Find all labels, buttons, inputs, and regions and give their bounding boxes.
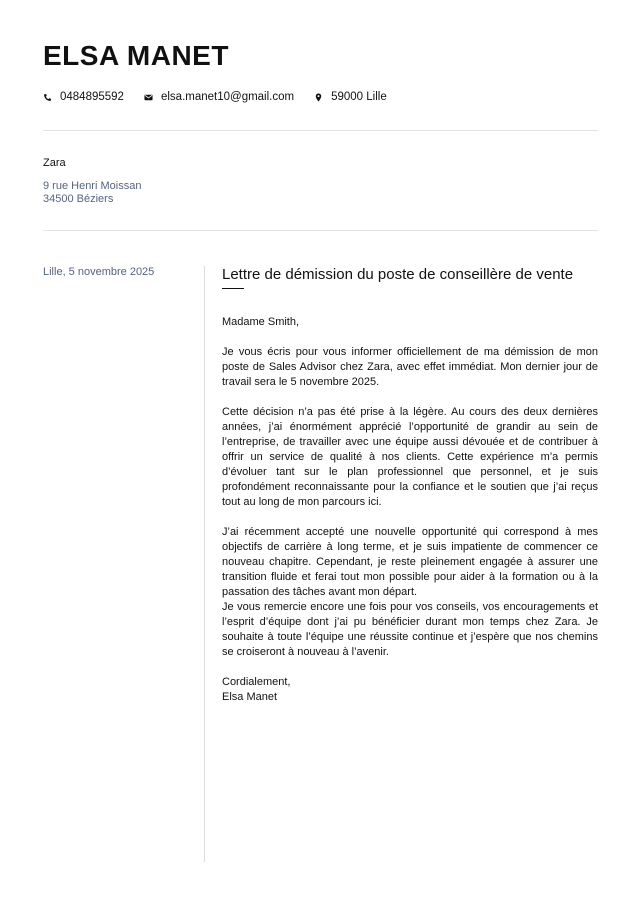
salutation: Madame Smith, xyxy=(222,316,300,328)
recipient-company: Zara xyxy=(43,157,66,169)
letter-date: Lille, 5 novembre 2025 xyxy=(43,266,155,278)
letter-content xyxy=(222,265,598,705)
mail-icon xyxy=(144,93,153,102)
phone-number: 0484895592 xyxy=(60,91,124,103)
phone-icon xyxy=(43,93,52,102)
contact-phone xyxy=(43,91,124,103)
signature: Elsa Manet xyxy=(222,691,278,703)
header-divider xyxy=(43,130,598,131)
recipient-block xyxy=(43,157,141,207)
recipient-divider xyxy=(43,230,598,231)
paragraph-3: J’ai récemment accepté une nouvelle opportunité qui correspond à mes objectifs de carrière à long terme, et je suis impatiente de commencer ce nouveau chapitre. Cependant, je reste pleinement engagée à assurer une transition fluide et ferai tout mon possible pour aider à la formation ou à la passation des tâches avant mon départ. xyxy=(222,526,598,598)
recipient-address-line2: 34500 Béziers xyxy=(43,193,114,205)
column-divider xyxy=(204,266,205,862)
contact-location xyxy=(314,91,387,103)
letter-body xyxy=(222,315,598,705)
paragraph-2: Cette décision n’a pas été prise à la légère. Au cours des deux dernières années, j’ai énormément apprécié l’opportunité de grandir au sein de l’entreprise, de travailler avec une équipe aussi dévouée et de contribuer à offrir un service de qualité à nos clients. Cette expérience m’a permis d’évoluer tant sur le plan professionnel que personnel, et je suis profondément reconnaissante pour la confiance et le soutien que j’ai reçus tout au long de mon parcours ici. xyxy=(222,406,598,508)
location-text: 59000 Lille xyxy=(331,91,387,103)
paragraph-4: Je vous remercie encore une fois pour vos conseils, vos encouragements et l’esprit d’équipe dont j’ai pu bénéficier durant mon temps chez Zara. Je souhaite à toute l’équipe une réussite continue et j’espère que nos chemins se croiseront à nouveau à l’avenir. xyxy=(222,601,598,658)
paragraph-1: Je vous écris pour vous informer officiellement de ma démission de mon poste de Sales Advisor chez Zara, avec effet immédiat. Mon dernier jour de travail sera le 5 novembre 2025. xyxy=(222,346,598,388)
closing: Cordialement, xyxy=(222,676,291,688)
email-address: elsa.manet10@gmail.com xyxy=(160,91,295,103)
subject-underline xyxy=(222,288,244,289)
applicant-name: ELSA MANET xyxy=(43,40,229,71)
recipient-address-line1: 9 rue Henri Moissan xyxy=(43,179,142,192)
contact-email xyxy=(144,91,294,103)
letter-subject: Lettre de démission du poste de conseillère de vente xyxy=(222,266,574,283)
location-pin-icon xyxy=(314,93,323,102)
contact-info xyxy=(43,91,407,103)
